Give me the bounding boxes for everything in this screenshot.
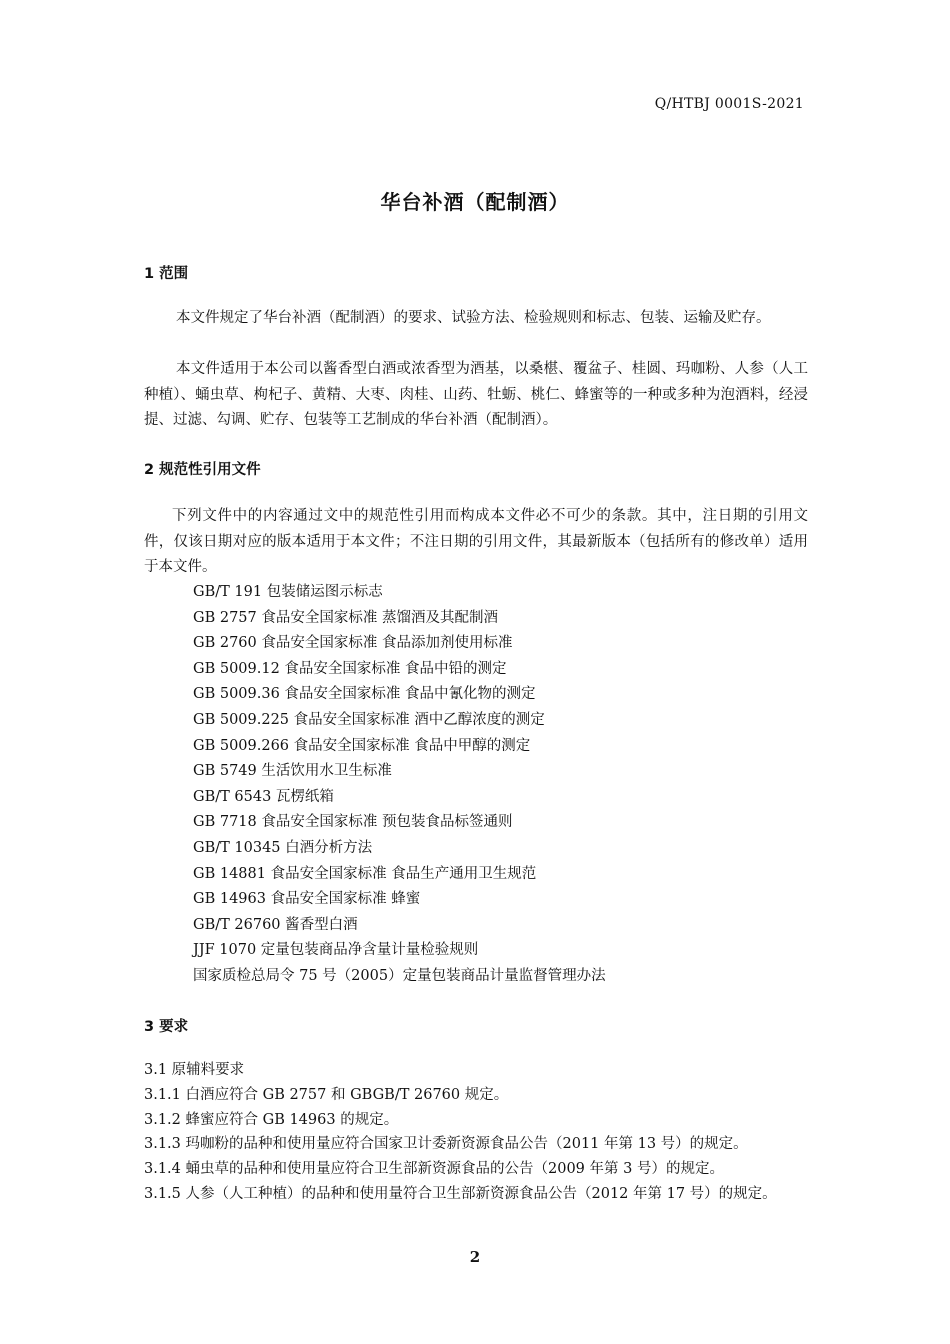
requirement-item: 3.1.4 蛹虫草的品种和使用量应符合卫生部新资源食品的公告（2009 年第 3 号）的规定。: [144, 1161, 724, 1178]
reference-item: GB 5749 生活饮用水卫生标准: [193, 763, 392, 780]
references-intro: 下列文件中的内容通过文中的规范性引用而构成本文件必不可少的条款。其中，注日期的引用文件，仅该日期对应的版本适用于本文件；不注日期的引用文件，其最新版本（包括所有的修改单）适用于本文件。: [144, 508, 808, 575]
requirement-item: 3.1.5 人参（人工种植）的品种和使用量符合卫生部新资源食品公告（2012 年第 17 号）的规定。: [144, 1185, 777, 1202]
scope-paragraph-2: 本文件适用于本公司以酱香型白酒或浓香型为酒基，以桑椹、覆盆子、桂圆、玛咖粉、人参（人工种植）、蛹虫草、枸杞子、黄精、大枣、肉桂、山药、牡蛎、桃仁、蜂蜜等的一种或多种为泡酒料，经浸提、过滤、勾调、贮存、包装等工艺制成的华台补酒（配制酒）。: [144, 361, 808, 428]
requirements-list: [144, 1058, 808, 1207]
reference-item: GB 5009.12 食品安全国家标准 食品中铅的测定: [193, 660, 507, 677]
requirement-item: 3.1.1 白酒应符合 GB 2757 和 GBGB/T 26760 规定。: [144, 1086, 509, 1103]
section-heading-requirements: 3 要求: [144, 1019, 189, 1035]
requirement-item: 3.1.3 玛咖粉的品种和使用量应符合国家卫计委新资源食品公告（2011 年第 13 号）的规定。: [144, 1136, 748, 1153]
document-title: 华台补酒（配制酒）: [380, 190, 570, 214]
section-heading-references: 2 规范性引用文件: [144, 462, 261, 478]
requirement-item: 3.1 原辅料要求: [144, 1062, 245, 1078]
reference-item: GB/T 6543 瓦楞纸箱: [193, 788, 334, 805]
reference-item: GB 14963 食品安全国家标准 蜂蜜: [193, 891, 421, 908]
scope-paragraph-1: 本文件规定了华台补酒（配制酒）的要求、试验方法、检验规则和标志、包装、运输及贮存。: [176, 310, 771, 326]
reference-item: JJF 1070 定量包装商品净含量计量检验规则: [193, 942, 479, 959]
section-heading-scope: 1 范围: [144, 266, 189, 282]
reference-item: GB 14881 食品安全国家标准 食品生产通用卫生规范: [193, 865, 537, 882]
reference-item: GB 5009.36 食品安全国家标准 食品中氰化物的测定: [193, 686, 536, 703]
reference-item: GB/T 191 包装储运图示标志: [193, 584, 383, 600]
reference-item: GB/T 26760 酱香型白酒: [193, 916, 358, 933]
page-number: 2: [469, 1248, 481, 1266]
reference-item: GB 5009.266 食品安全国家标准 食品中甲醇的测定: [193, 737, 531, 754]
reference-item: GB 7718 食品安全国家标准 预包装食品标签通则: [193, 814, 513, 831]
requirement-item: 3.1.2 蜂蜜应符合 GB 14963 的规定。: [144, 1111, 399, 1128]
reference-item: 国家质检总局令 75 号（2005）定量包装商品计量监督管理办法: [193, 967, 606, 984]
standard-code: Q/HTBJ 0001S-2021: [654, 96, 804, 112]
reference-item: GB 2757 食品安全国家标准 蒸馏酒及其配制酒: [193, 609, 498, 626]
reference-item: GB 5009.225 食品安全国家标准 酒中乙醇浓度的测定: [193, 711, 545, 728]
reference-item: GB 2760 食品安全国家标准 食品添加剂使用标准: [193, 635, 513, 652]
reference-list: [193, 580, 606, 990]
reference-item: GB/T 10345 白酒分析方法: [193, 839, 373, 856]
